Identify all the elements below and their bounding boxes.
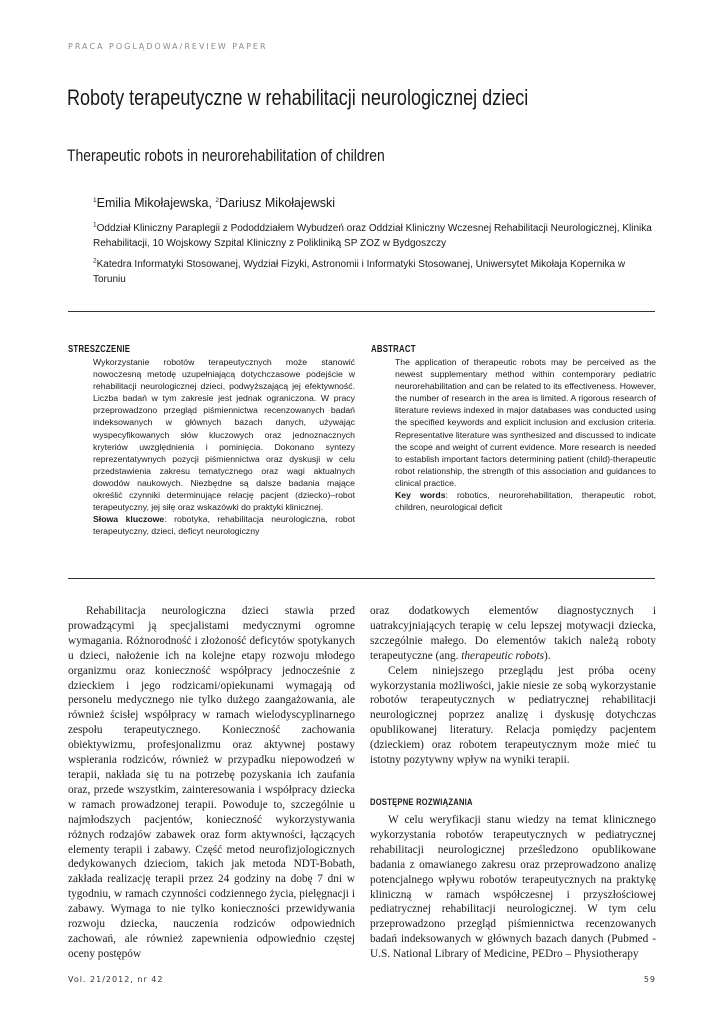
body-paragraph: W celu weryfikacji stanu wiedzy na temat klinicznego wykorzystania robotów terapeutycznych w pediatrycznej rehabilitacji neurologicznej prześledzono opublikowane badania z omawianego zakresu oraz przeprowadzono analizę potencjalnego wpływu robotów terapeutycznych na praktykę kliniczną w ramach współczesnej i przyszłościowej pediatrycznej rehabilitacji neurologicznej. W tym celu przeprowadzono przegląd piśmiennictwa recenzowanych badań indeksowanych w głównych bazach danych (Pubmed - U.S. National Library of Medicine, PEDro – Physiotherapy: [370, 814, 656, 961]
body-text: ).: [544, 649, 551, 662]
top-divider: [68, 311, 655, 312]
abstract-label: ABSTRACT: [371, 344, 416, 355]
abstract-keywords-label: Key words: [395, 490, 446, 501]
author-1-sup: 1: [93, 196, 97, 204]
affiliation-1-text: Oddział Kliniczny Paraplegii z Pododdziałem Wybudzeń oraz Oddział Kliniczny Wczesnej Rehabilitacji Neurologicznej, Klinika Rehabilitacji, 10 Wojskowy Szpital Kliniczny z Polikliniką SP ZOZ w Bydgoszczy: [93, 223, 652, 249]
article-title-polish: Roboty terapeutyczne w rehabilitacji neurologicznej dzieci: [67, 85, 529, 110]
article-title-english: Therapeutic robots in neurorehabilitation of children: [67, 146, 385, 165]
affiliation-2: [93, 257, 653, 287]
body-right-column: [370, 604, 656, 768]
affiliation-1: [93, 221, 653, 251]
authors-line: [93, 196, 335, 210]
abstract-block: [395, 356, 656, 513]
body-left-column: [68, 604, 355, 962]
body-text: oraz dodatkowych elementów diagnostycznych i uatrakcyjniających terapię w celu lepszej motywacji dziecka, szczególnie małego. Do elementów takich należą roboty terapeutyczne (ang.: [370, 605, 656, 662]
streszczenie-keywords: [93, 513, 355, 537]
author-1-name: Emilia Mikołajewska,: [96, 196, 216, 210]
footer-page-number: 59: [643, 975, 656, 984]
body-right-column-2: [370, 813, 656, 962]
body-emphasis: therapeutic robots: [461, 649, 544, 662]
author-2-name: Dariusz Mikołajewski: [219, 196, 336, 210]
body-paragraph: Rehabilitacja neurologiczna dzieci stawia przed prowadzącymi ją specjalistami medycznymi ogromne wymagania. Różnorodność i złożoność deficytów spotykanych u dzieci, nałożenie ich na kolejne etapy rozwoju młodego organizmu oraz konieczność współpracy jednocześnie z dzieckiem i jego rodzicami/opiekunami wymagają od personelu medycznego nie tylko dużego zaangażowania, ale również ścisłej współpracy w ramach wielodyscyplinarnego zespołu terapeutycznego. Konieczność zachowania obiektywizmu, profesjonalizmu oraz aktywnej postawy wspierania rodziców, również w przypadku niepowodzeń w terapii, nakłada się tu na potrzebę pozyskania ich zaufania oraz, przede wszystkim, zainteresowania i współpracy dziecka w ramach prowadzonej terapii. Powoduje to, szczególnie u najmłodszych pacjentów, konieczność wykorzystywania różnych rodzajów zabawek oraz form aktywności, łączących elementy terapii i zabawy. Część metod neurofizjologicznych dedykowanych dzieciom, takich jak metoda NDT-Bobath, zakłada realizację terapii przez 24 godziny na dobę 7 dni w tygodniu, w ramach czynności codziennego życia, pielęgnacji i zabawy. Wymaga to nie tylko konieczności przewidywania rozwoju dziecka, nauczenia rodziców odpowiednich zachowań, ale również zapewnienia odpowiednio częstej oceny postępów: [68, 605, 355, 960]
streszczenie-block: [93, 356, 355, 537]
affiliation-2-sup: 2: [93, 257, 97, 265]
section-heading: DOSTĘPNE ROZWIĄZANIA: [370, 797, 473, 808]
abstract-divider: [68, 578, 655, 579]
affiliation-2-text: Katedra Informatyki Stosowanej, Wydział Fizyki, Astronomii i Informatyki Stosowanej, Uniwersytet Mikołaja Kopernika w Toruniu: [93, 259, 626, 285]
abstract-keywords: [395, 489, 656, 513]
body-paragraph: Celem niniejszego przeglądu jest próba oceny wykorzystania możliwości, jakie niesie ze sobą wykorzystanie robotów terapeutycznych w pediatrycznej rehabilitacji neurologicznej poprzez analizę i dyskusję dotychczas opublikowanej literatury. Relacja pomiędzy pacjentem (dzieckiem) oraz robotem terapeutycznym może mieć tu istotny pozytywny wpływ na wyniki terapii.: [370, 664, 656, 767]
streszczenie-keywords-list: : robotyka, rehabilitacja neurologiczna, robot terapeutyczny, dzieci, deficyt neurologiczny: [93, 514, 355, 537]
footer-volume: Vol. 21/2012, nr 42: [68, 975, 164, 984]
streszczenie-keywords-label: Słowa kluczowe: [93, 514, 165, 525]
abstract-text: The application of therapeutic robots may be perceived as the newest supplementary method within contemporary pediatric neurorehabilitation and can be related to its effectiveness. However, the number of research in the area is limited. A rigorous research of literature reviews indexed in major databases was conducted using the specified keywords and explicit inclusion and exclusion criteria. Representative literature was synthesized and discussed to indicate the scope and weight of current evidence. More research is needed to establish important factors determining patient (child)-therapeutic robot relationship, the strength of this association and guidances to clinical practice.: [395, 357, 656, 488]
journal-section-label: PRACA POGLĄDOWA/REVIEW PAPER: [68, 42, 268, 51]
abstract-keywords-list: : robotics, neurorehabilitation, therapeutic robot, children, neurological deficit: [395, 490, 656, 513]
affiliation-1-sup: 1: [93, 221, 97, 229]
author-2-sup: 2: [215, 196, 220, 204]
body-paragraph: [370, 604, 656, 664]
streszczenie-label: STRESZCZENIE: [68, 344, 131, 355]
streszczenie-text: Wykorzystanie robotów terapeutycznych może stanowić nowoczesną metodę uzupełniającą dotychczasowe podejście w rehabilitacji neurologicznej dzieci, podwyższającą jej efektywność. Liczba badań w tym zakresie jest jednak ograniczona. W pracy przeprowadzono przegląd piśmiennictwa recenzowanych badań indeksowanych w głównych bazach danych, używając wyspecyfikowanych słów kluczowych oraz jednoznacznych kryteriów uwzględnienia i pominięcia. Dokonano syntezy reprezentatywnych pozycji piśmiennictwa oraz dyskusji w celu przedstawienia zakresu tematycznego oraz wagi aktualnych dowodów naukowych. Niezbędne są dalsze badania mające określić czynniki determinujące relację pacjent (dziecko)–robot terapeutyczny, jej siłę oraz wskazówki do praktyki klinicznej.: [93, 357, 355, 513]
